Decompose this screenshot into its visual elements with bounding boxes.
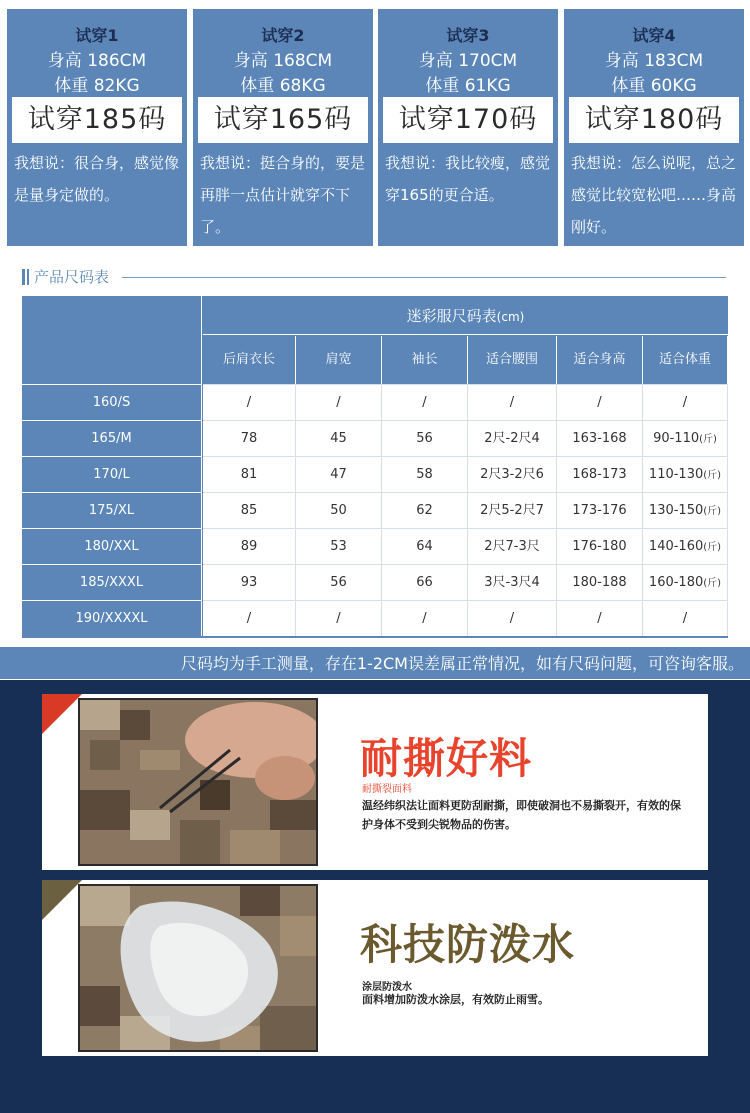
tryon-height: 身高 186CM xyxy=(47,51,147,71)
cell-value: 160-180 xyxy=(648,575,704,590)
table-cell xyxy=(643,564,728,600)
cell-value: 173-176 xyxy=(572,503,627,518)
table-cell xyxy=(643,528,728,564)
weight-unit: (斤) xyxy=(703,506,722,517)
weight-unit: (斤) xyxy=(703,470,722,481)
table-cell xyxy=(382,528,468,564)
tryon-weight: 体重 82KG xyxy=(54,76,140,96)
table-row xyxy=(22,564,728,600)
cell-value: / xyxy=(336,395,341,410)
table-cell xyxy=(557,456,643,492)
corner-fold-icon xyxy=(42,880,82,920)
table-header-cell: 适合腰围 xyxy=(468,336,557,384)
tryon-card-1 xyxy=(7,9,187,246)
size-label: 180/XXL xyxy=(22,528,202,564)
size-label: 175/XL xyxy=(22,492,202,528)
tryon-card-2 xyxy=(193,9,373,246)
tryon-comment: 我想说：挺合身的，要是再胖一点估计就穿不下了。 xyxy=(200,154,366,236)
tryon-card-3 xyxy=(378,9,558,246)
table-cell xyxy=(557,492,643,528)
table-header-cell: 后肩衣长 xyxy=(203,336,296,384)
table-cell xyxy=(557,528,643,564)
fabric-photo-tearing xyxy=(78,698,318,866)
table-cell xyxy=(296,564,382,600)
table-title-unit: (cm) xyxy=(496,310,525,324)
tryon-weight: 体重 61KG xyxy=(425,76,511,96)
feature-card-water-repellent xyxy=(42,880,708,1056)
table-cell xyxy=(468,456,557,492)
cell-value: 2尺5-2尺7 xyxy=(480,503,544,518)
size-label: 190/XXXXL xyxy=(22,600,202,636)
cell-value: 89 xyxy=(240,539,258,554)
cell-value: 47 xyxy=(330,467,347,482)
cell-value: 66 xyxy=(416,575,433,590)
cell-value: 2尺-2尺4 xyxy=(484,431,540,446)
table-cell xyxy=(382,384,468,420)
cell-value: / xyxy=(597,611,602,626)
features-section xyxy=(0,680,750,1113)
cell-value: 2尺7-3尺 xyxy=(484,539,540,554)
cell-value: 56 xyxy=(416,431,433,446)
table-cell xyxy=(382,600,468,636)
table-title-text: 迷彩服尺码表 xyxy=(406,307,497,325)
weight-unit: (斤) xyxy=(699,434,717,445)
table-corner xyxy=(22,296,202,384)
cell-value: 93 xyxy=(240,575,258,590)
table-cell xyxy=(203,492,296,528)
tryon-height: 身高 183CM xyxy=(604,51,704,71)
cell-value: / xyxy=(509,611,515,626)
cell-value: 53 xyxy=(330,539,347,554)
size-label: 160/S xyxy=(22,384,202,420)
table-row xyxy=(22,492,728,528)
table-cell xyxy=(557,420,643,456)
table-cell xyxy=(296,456,382,492)
tryon-height: 身高 170CM xyxy=(418,51,518,71)
table-cell xyxy=(557,384,643,420)
feature-subheading: 涂层防泼水 xyxy=(362,982,412,993)
table-cell xyxy=(643,420,728,456)
cell-value: 180-188 xyxy=(572,575,627,590)
size-label: 185/XXXL xyxy=(22,564,202,600)
table-cell xyxy=(382,456,468,492)
table-cell xyxy=(203,600,296,636)
cell-value: 56 xyxy=(330,575,347,590)
corner-fold-icon xyxy=(42,694,82,734)
table-cell xyxy=(643,456,728,492)
cell-value: 50 xyxy=(330,503,347,518)
cell-value: / xyxy=(682,611,688,626)
cell-value: / xyxy=(246,395,252,410)
table-title xyxy=(203,296,728,335)
cell-value: / xyxy=(422,611,427,626)
weight-unit: (斤) xyxy=(703,542,722,553)
table-header-cell: 适合身高 xyxy=(557,336,643,384)
cell-value: 90-110 xyxy=(653,431,700,446)
cell-value: 163-168 xyxy=(572,431,627,446)
tryon-size: 试穿180码 xyxy=(569,97,739,143)
tryon-size: 试穿170码 xyxy=(383,97,553,143)
tryon-size: 试穿185码 xyxy=(12,97,182,143)
table-row xyxy=(22,420,728,456)
tryon-size: 试穿165码 xyxy=(198,97,368,143)
cell-value: / xyxy=(422,395,427,410)
table-cell xyxy=(557,600,643,636)
table-cell xyxy=(203,420,296,456)
table-cell xyxy=(382,564,468,600)
table-cell xyxy=(203,384,296,420)
tryon-card-4 xyxy=(564,9,744,246)
cell-value: 78 xyxy=(240,431,258,446)
table-cell xyxy=(468,564,557,600)
table-cell xyxy=(643,384,728,420)
tryon-weight: 体重 60KG xyxy=(611,76,697,96)
table-row xyxy=(22,456,728,492)
feature-heading: 耐撕好料 xyxy=(360,734,533,783)
tryon-height: 身高 168CM xyxy=(233,51,333,71)
table-cell xyxy=(643,492,728,528)
tryon-weight: 体重 68KG xyxy=(240,76,326,96)
feature-description: 面料增加防泼水涂层，有效防止雨雪。 xyxy=(362,993,549,1006)
section-bar-icon xyxy=(22,269,25,285)
table-header-row xyxy=(203,336,728,384)
table-row xyxy=(22,528,728,564)
table-header-cell: 适合体重 xyxy=(643,336,728,384)
table-cell xyxy=(203,528,296,564)
table-cell xyxy=(203,564,296,600)
table-cell xyxy=(468,600,557,636)
table-cell xyxy=(296,420,382,456)
cell-value: 130-150 xyxy=(648,503,704,518)
size-table xyxy=(22,296,728,638)
weight-unit: (斤) xyxy=(703,578,722,589)
cell-value: / xyxy=(682,395,688,410)
section-bar-icon xyxy=(27,269,29,285)
table-cell xyxy=(296,492,382,528)
section-header xyxy=(22,266,726,290)
table-cell xyxy=(643,600,728,636)
cell-value: 3尺-3尺4 xyxy=(484,575,540,590)
tryon-name: 试穿3 xyxy=(446,26,490,45)
table-cell xyxy=(296,600,382,636)
tryon-cards xyxy=(0,0,750,250)
measurement-notice: 尺码均为手工测量，存在1-2CM误差属正常情况，如有尺码问题，可咨询客服。 xyxy=(0,647,750,679)
cell-value: 62 xyxy=(416,503,433,518)
cell-value: 58 xyxy=(416,467,433,482)
table-header-cell: 肩宽 xyxy=(296,336,382,384)
feature-description: 温经纬织法让面料更防刮耐撕，即使破洞也不易撕裂开，有效的保护身体不受到尖锐物品的伤害。 xyxy=(362,799,681,831)
tryon-name: 试穿1 xyxy=(75,26,119,45)
table-cell xyxy=(296,528,382,564)
section-title: 产品尺码表 xyxy=(34,268,110,286)
table-cell xyxy=(468,528,557,564)
table-cell xyxy=(382,492,468,528)
cell-value: 176-180 xyxy=(572,539,627,554)
tryon-comment: 我想说：我比较瘦，感觉穿165的更合适。 xyxy=(385,154,551,204)
tryon-name: 试穿2 xyxy=(261,26,305,45)
cell-value: / xyxy=(509,395,515,410)
table-row xyxy=(22,600,728,636)
fabric-photo-water xyxy=(78,884,318,1052)
cell-value: 85 xyxy=(240,503,258,518)
cell-value: 110-130 xyxy=(648,467,704,482)
tryon-comment: 我想说：怎么说呢，总之感觉比较宽松吧……身高刚好。 xyxy=(571,154,737,236)
tryon-name: 试穿4 xyxy=(632,26,676,45)
tryon-comment: 我想说：很合身，感觉像是量身定做的。 xyxy=(14,154,180,204)
table-cell xyxy=(468,492,557,528)
feature-subheading: 耐撕裂面料 xyxy=(362,784,412,795)
table-cell xyxy=(203,456,296,492)
table-cell xyxy=(468,384,557,420)
cell-value: / xyxy=(597,395,602,410)
section-divider xyxy=(122,277,726,278)
cell-value: / xyxy=(336,611,341,626)
table-cell xyxy=(382,420,468,456)
table-header-cell: 袖长 xyxy=(382,336,468,384)
cell-value: 140-160 xyxy=(648,539,704,554)
table-row xyxy=(22,384,728,420)
size-label: 165/M xyxy=(22,420,202,456)
cell-value: 45 xyxy=(330,431,347,446)
table-cell xyxy=(557,564,643,600)
size-label: 170/L xyxy=(22,456,202,492)
cell-value: / xyxy=(246,611,252,626)
cell-value: 64 xyxy=(416,539,433,554)
cell-value: 2尺3-2尺6 xyxy=(480,467,544,482)
table-cell xyxy=(468,420,557,456)
cell-value: 81 xyxy=(240,467,258,482)
feature-heading: 科技防泼水 xyxy=(360,920,576,969)
feature-card-tear-resistant xyxy=(42,694,708,870)
cell-value: 168-173 xyxy=(572,467,627,482)
table-cell xyxy=(296,384,382,420)
